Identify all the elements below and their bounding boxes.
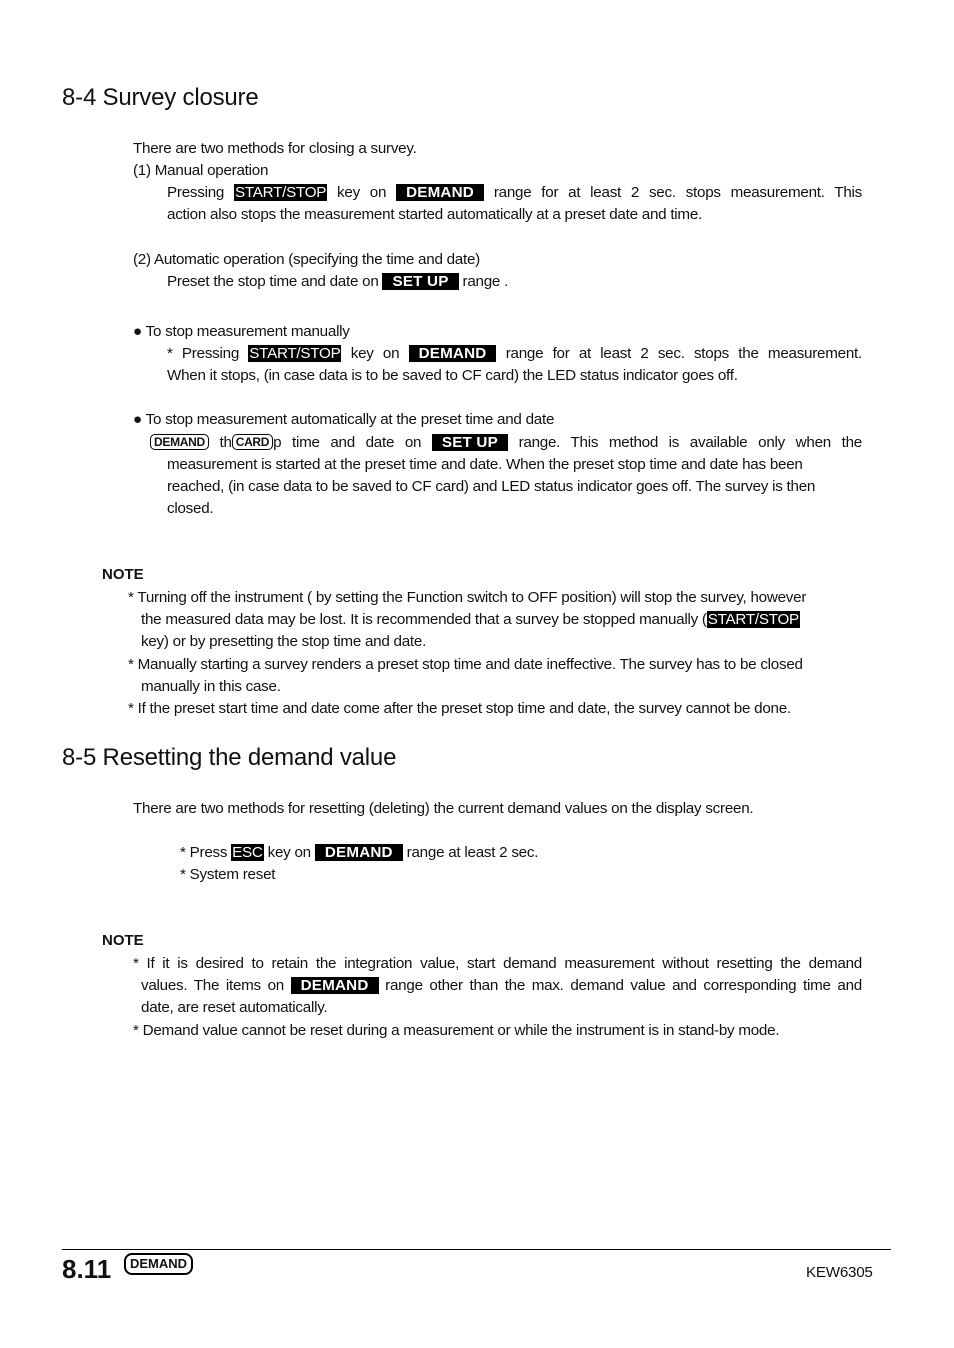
method-1-label: (1) Manual operation [133,162,269,179]
note-1-line-1: * Turning off the instrument ( by setting the Function switch to OFF position) will stop the survey, however [128,589,807,606]
method-2-label: (2) Automatic operation (specifying the time and date) [133,251,480,268]
demand-range-label: DEMAND [291,977,379,994]
footer-demand-badge-icon: DEMAND [124,1253,193,1275]
note-3: * If the preset start time and date come after the preset stop time and date, the survey cannot be done. [128,700,791,717]
note-2-line-1: * Manually starting a survey renders a preset stop time and date ineffective. The survey has to be closed [128,656,803,673]
bullet-manual-line-1: * Pressing START/STOP key on DEMAND range for at least 2 sec. stops the measurement. [167,345,862,362]
card-badge-icon: CARD [232,434,273,450]
demand-range-label: DEMAND [409,345,497,362]
note-1-line-3: key) or by presetting the stop time and date. [141,633,427,650]
start-stop-key: START/STOP [707,611,799,628]
reset-item-2: * System reset [180,866,276,883]
note-8-5-1-line-2: values. The items on DEMAND range other than the max. demand value and corresponding time and [141,977,862,994]
intro-8-5: There are two methods for resetting (deleting) the current demand values on the display screen. [133,800,754,817]
bullet-auto-line-2: measurement is started at the preset time and date. When the preset stop time and date has been [167,456,803,473]
demand-range-label: DEMAND [396,184,484,201]
method-2-line-1: Preset the stop time and date on SET UP range . [167,273,509,290]
demand-range-label: DEMAND [315,844,403,861]
note-8-5-1-line-3: date, are reset automatically. [141,999,328,1016]
note-8-5-2: * Demand value cannot be reset during a measurement or while the instrument is in stand-by mode. [133,1022,780,1039]
note-label-8-4: NOTE [102,566,144,583]
bullet-auto-line-4: closed. [167,500,214,517]
reset-item-1: * Press ESC key on DEMAND range at least 2 sec. [180,844,539,861]
demand-badge-icon: DEMAND [150,434,209,450]
note-2-line-2: manually in this case. [141,678,281,695]
start-stop-key: START/STOP [249,345,341,362]
start-stop-key: START/STOP [234,184,327,201]
note-8-5-1-line-1: * If it is desired to retain the integration value, start demand measurement without resetting the demand [133,955,862,972]
bullet-manual-line-2: When it stops, (in case data is to be saved to CF card) the LED status indicator goes off. [167,367,738,384]
method-1-line-1: Pressing START/STOP key on DEMAND range for at least 2 sec. stops measurement. This [167,184,862,201]
bullet-auto-line-3: reached, (in case data to be saved to CF card) and LED status indicator goes off. The survey is then [167,478,816,495]
note-label-8-5: NOTE [102,932,144,949]
bullet-auto-label: ● To stop measurement automatically at the preset time and date [133,411,555,428]
method-1-line-2: action also stops the measurement started automatically at a preset date and time. [167,206,702,223]
section-title-8-5: 8-5 Resetting the demand value [62,744,397,771]
intro-8-4: There are two methods for closing a survey. [133,140,417,157]
setup-range-label: SET UP [432,434,508,451]
section-title-8-4: 8-4 Survey closure [62,84,259,111]
page-number: 8.11 [62,1254,112,1284]
bullet-manual-label: ● To stop measurement manually [133,323,350,340]
footer-rule [62,1249,891,1250]
esc-key: ESC [232,844,263,861]
note-1-line-2: the measured data may be lost. It is recommended that a survey be stopped manually (START/STOP [141,611,799,628]
model-name: KEW6305 [806,1264,873,1281]
bullet-auto-line-1: DEMAND th CARD p time and date on SET UP range. This method is available only when the [150,432,862,454]
setup-range-label: SET UP [382,273,458,290]
